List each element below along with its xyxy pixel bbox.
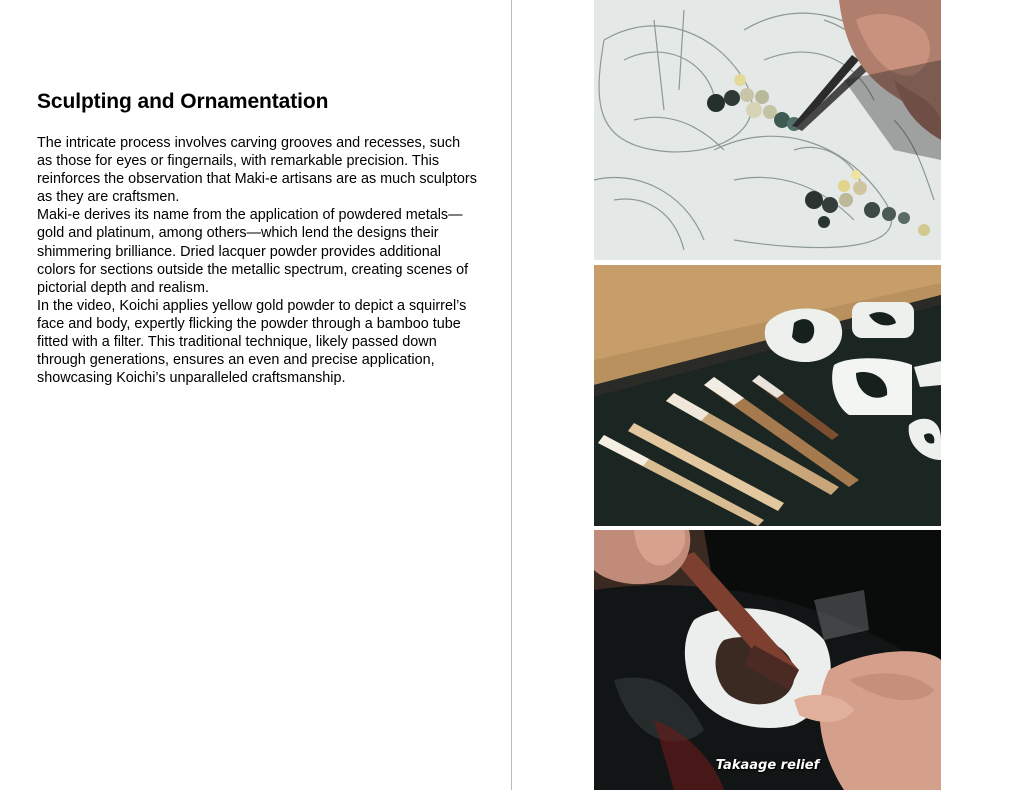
right-page — [512, 0, 1024, 790]
takaage-relief-image — [594, 530, 941, 790]
paragraph-powder: Maki-e derives its name from the application of powdered metals—gold and platinum, among others—which lend the designs their shimmering brilliance. Dried lacquer powder provides additional colors for sections outside the metallic spectrum, creating scenes of pictorial depth and realism. — [37, 207, 469, 296]
article-title: Sculpting and Ornamentation — [37, 90, 329, 113]
left-page — [0, 0, 511, 790]
photo-sketch-inlay — [594, 0, 941, 260]
photo-takaage-relief — [594, 530, 941, 790]
photo-caption: Takaage relief — [715, 758, 820, 773]
paragraph-video: In the video, Koichi applies yellow gold powder to depict a squirrel’s face and body, expertly flicking the powder through a bamboo tube fitted with a filter. This traditional technique, likely passed down through generations, ensures an even and precise application, showcasing Koichi’s unparalleled craftsmanship. — [37, 297, 467, 387]
photo-tools-stencils — [594, 265, 941, 526]
paragraph-carving: The intricate process involves carving grooves and recesses, such as those for eyes or fingernails, with remarkable precision. This reinforces the observation that Maki-e artisans are as much sculptors as they are craftsmen. — [37, 135, 477, 206]
tools-stencils-image — [594, 265, 941, 526]
sketch-inlay-image — [594, 0, 941, 260]
article-body — [37, 134, 477, 387]
